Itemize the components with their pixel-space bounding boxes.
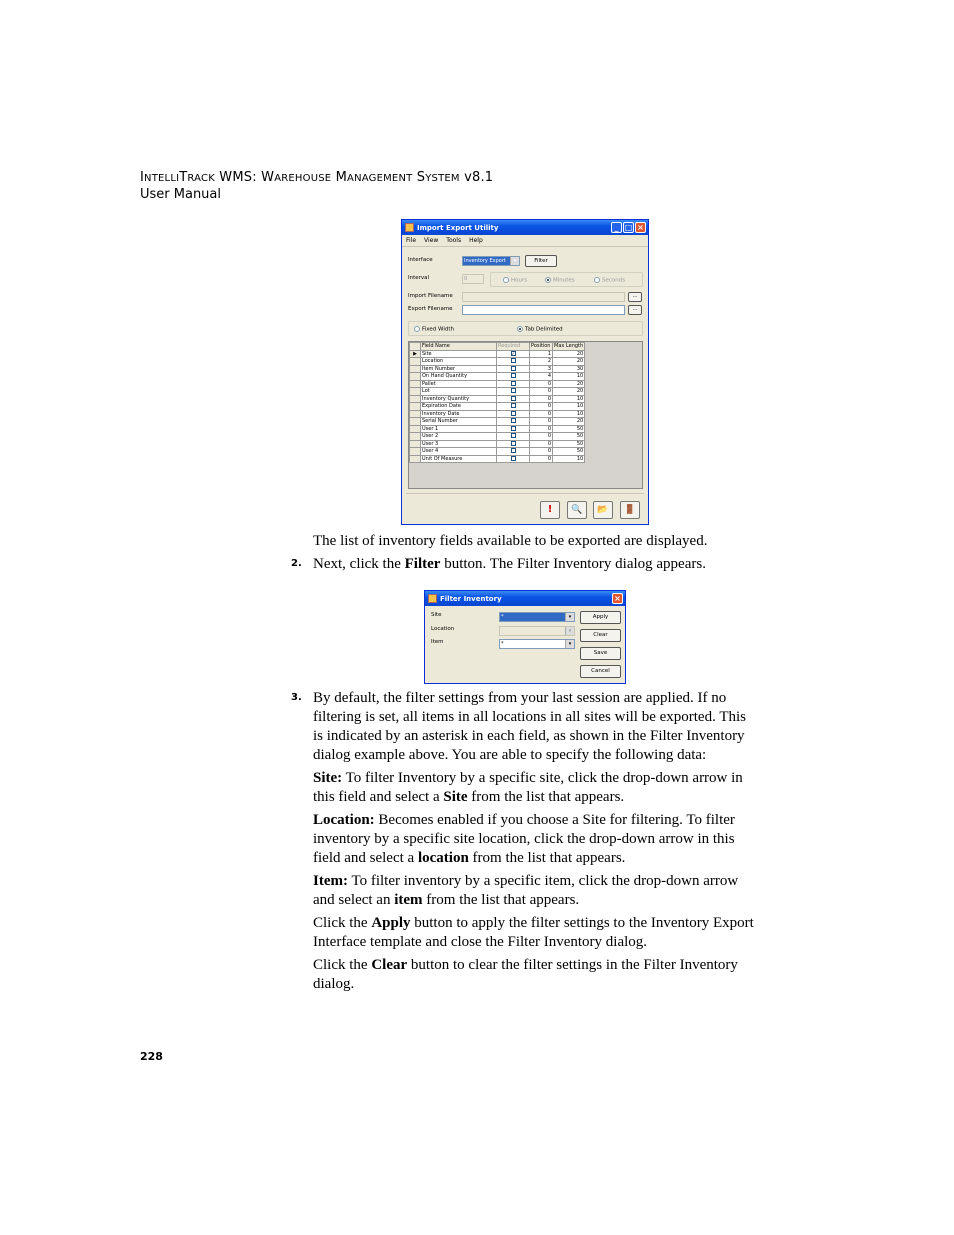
option-label: Hours <box>511 277 528 284</box>
required-cell[interactable] <box>497 373 530 381</box>
filter-inventory-window <box>424 590 626 684</box>
default-filter-text: By default, the filter settings from your last session are applied. If no filtering is set, all items in all locations in all sites will be exported. This is indicated by an asterisk in each field, as shown in the Filter Inventory dialog example above. You are able to specify the following data: <box>313 690 746 763</box>
required-cell[interactable] <box>497 440 530 448</box>
field-name-cell[interactable]: User 1 <box>421 425 497 433</box>
table-header-row <box>410 343 585 351</box>
location-description <box>313 811 758 868</box>
row-selector[interactable] <box>410 448 421 456</box>
run-icon[interactable]: ! <box>540 501 560 519</box>
window-title: Filter Inventory <box>440 594 502 603</box>
row-selector[interactable] <box>410 373 421 381</box>
text-run: from the list that appears. <box>468 850 626 866</box>
header-title <box>140 170 493 185</box>
max-length-cell[interactable]: 10 <box>553 403 585 411</box>
row-selector[interactable] <box>410 403 421 411</box>
required-checkbox[interactable] <box>511 456 516 461</box>
required-cell[interactable] <box>497 455 530 463</box>
position-cell[interactable]: 0 <box>530 418 553 426</box>
window-titlebar <box>402 220 648 235</box>
window-title: Import Export Utility <box>417 223 499 232</box>
required-checkbox[interactable] <box>511 366 516 371</box>
maximize-icon[interactable]: □ <box>624 223 633 232</box>
app-icon <box>405 223 414 232</box>
column-header[interactable]: Position <box>530 343 553 351</box>
row-selector[interactable] <box>410 418 421 426</box>
max-length-cell[interactable]: 50 <box>553 440 585 448</box>
site-label: Site <box>431 612 442 618</box>
required-cell[interactable] <box>497 418 530 426</box>
interface-value: Inventory Export <box>464 258 506 264</box>
menu-view[interactable]: View <box>424 237 439 244</box>
import-browse-button[interactable]: ... <box>628 292 642 302</box>
required-cell[interactable] <box>497 365 530 373</box>
max-length-cell[interactable]: 20 <box>553 380 585 388</box>
position-cell[interactable]: 0 <box>530 448 553 456</box>
bold-term: Filter <box>404 556 441 572</box>
export-browse-button[interactable]: ... <box>628 305 642 315</box>
chevron-down-icon[interactable]: ▾ <box>510 257 519 265</box>
required-cell[interactable] <box>497 380 530 388</box>
row-selector[interactable] <box>410 380 421 388</box>
open-folder-icon[interactable]: 📂 <box>593 501 613 519</box>
position-cell[interactable]: 0 <box>530 403 553 411</box>
position-cell[interactable]: 0 <box>530 425 553 433</box>
option-label: Fixed Width <box>422 326 454 333</box>
table-row[interactable] <box>410 350 585 358</box>
text-run: To filter Inventory by a specific site, click the drop-down arrow in this field and select a <box>313 770 743 805</box>
step-3 <box>313 689 758 998</box>
interval-option[interactable] <box>503 277 527 284</box>
position-cell[interactable]: 4 <box>530 373 553 381</box>
required-checkbox[interactable] <box>511 396 516 401</box>
max-length-cell[interactable]: 50 <box>553 433 585 441</box>
required-checkbox[interactable]: ✓ <box>511 350 515 356</box>
max-length-cell[interactable]: 50 <box>553 425 585 433</box>
required-checkbox[interactable] <box>511 448 516 453</box>
column-header[interactable]: Field Name <box>421 343 497 351</box>
format-group <box>408 321 643 336</box>
column-header[interactable]: Max Length <box>554 343 584 350</box>
field-name-cell[interactable]: User 4 <box>421 448 497 456</box>
bold-term: Clear <box>371 957 408 973</box>
row-selector[interactable] <box>410 388 421 396</box>
option-label: Seconds <box>602 277 626 284</box>
bold-term: item <box>394 892 423 908</box>
required-checkbox[interactable] <box>511 433 516 438</box>
table-row[interactable] <box>410 455 585 463</box>
export-filename-field[interactable] <box>462 305 625 315</box>
row-selector[interactable] <box>410 440 421 448</box>
max-length-cell[interactable]: 20 <box>553 388 585 396</box>
position-cell[interactable]: 2 <box>530 358 553 366</box>
field-name-cell[interactable]: Inventory Date <box>421 410 497 418</box>
header-part: I <box>140 170 145 185</box>
position-cell[interactable]: 0 <box>530 380 553 388</box>
current-row-arrow-icon[interactable]: ▶ <box>410 350 421 358</box>
row-selector[interactable] <box>410 358 421 366</box>
clear-button[interactable]: Clear <box>580 629 621 642</box>
text-run: Next, click the <box>313 556 405 572</box>
required-checkbox[interactable] <box>511 403 516 408</box>
position-cell[interactable]: 0 <box>530 410 553 418</box>
interface-combo[interactable] <box>462 256 520 266</box>
row-selector[interactable] <box>410 410 421 418</box>
apply-description <box>313 914 758 952</box>
position-cell[interactable]: 0 <box>530 395 553 403</box>
table-row[interactable] <box>410 358 585 366</box>
required-cell[interactable] <box>497 388 530 396</box>
required-checkbox[interactable] <box>511 441 516 446</box>
table-row[interactable] <box>410 403 585 411</box>
table-row[interactable] <box>410 448 585 456</box>
max-length-cell[interactable]: 20 <box>553 350 585 358</box>
required-checkbox[interactable] <box>511 381 516 386</box>
step-2 <box>313 555 758 578</box>
required-checkbox[interactable] <box>511 426 516 431</box>
chevron-down-icon[interactable]: ▾ <box>565 613 574 621</box>
position-cell[interactable]: 0 <box>530 433 553 441</box>
field-name-cell[interactable]: Expiration Date <box>421 403 497 411</box>
row-selector[interactable] <box>410 395 421 403</box>
interval-label: Interval <box>408 275 430 281</box>
column-header[interactable]: Required <box>497 343 530 351</box>
required-checkbox[interactable] <box>511 373 516 378</box>
header-part: RACK <box>187 173 215 184</box>
clear-description <box>313 956 758 994</box>
table-row[interactable] <box>410 388 585 396</box>
interval-group <box>490 272 643 287</box>
bold-term: Apply <box>371 915 411 931</box>
header-part: AREHOUSE <box>274 173 332 184</box>
required-checkbox[interactable] <box>511 388 516 393</box>
chevron-down-icon[interactable]: ▾ <box>565 627 574 635</box>
text-run: button. The Filter Inventory dialog appears. <box>440 556 706 572</box>
bold-term: Site <box>443 789 468 805</box>
option-label: Minutes <box>553 277 575 284</box>
field-name-cell[interactable]: Location <box>421 358 497 366</box>
table-row[interactable] <box>410 440 585 448</box>
radio-icon <box>517 326 523 332</box>
menu-help[interactable]: Help <box>469 237 483 244</box>
import-export-window <box>401 219 649 525</box>
field-name-cell[interactable]: Unit Of Measure <box>421 455 497 463</box>
field-name-cell[interactable]: Pallet <box>421 380 497 388</box>
required-checkbox[interactable] <box>511 358 516 363</box>
format-option[interactable] <box>517 326 563 333</box>
bold-term: location <box>417 850 469 866</box>
max-length-cell[interactable]: 20 <box>553 418 585 426</box>
field-name-cell[interactable]: Serial Number <box>421 418 497 426</box>
required-cell[interactable] <box>497 448 530 456</box>
minimize-icon[interactable]: _ <box>611 222 622 233</box>
field-name-cell[interactable]: Site <box>421 350 497 358</box>
interval-option[interactable] <box>594 277 625 284</box>
table-row[interactable] <box>410 410 585 418</box>
header-part: S <box>412 170 426 185</box>
field-name-cell[interactable]: Item Number <box>421 365 497 373</box>
import-filename-label: Import Filename <box>408 293 453 299</box>
interface-label: Interface <box>408 257 433 263</box>
max-length-cell[interactable]: 10 <box>553 395 585 403</box>
required-cell[interactable] <box>497 403 530 411</box>
bold-term: Item: <box>313 873 348 889</box>
radio-icon <box>503 277 509 283</box>
bold-term: Site: <box>313 770 343 786</box>
required-checkbox[interactable] <box>511 411 516 416</box>
step-number: 3. <box>291 692 302 703</box>
row-selector[interactable] <box>410 365 421 373</box>
format-option[interactable] <box>414 326 454 333</box>
text-run: To filter inventory by a specific item, click the drop-down arrow and select an <box>313 873 739 908</box>
page-number: 228 <box>140 1050 163 1063</box>
step-number: 2. <box>291 558 302 569</box>
row-selector[interactable] <box>410 455 421 463</box>
position-cell[interactable]: 1 <box>530 350 553 358</box>
row-selector-header <box>410 343 421 351</box>
chevron-down-icon[interactable]: ▾ <box>565 640 574 648</box>
row-selector[interactable] <box>410 433 421 441</box>
table-row[interactable] <box>410 373 585 381</box>
import-filename-field[interactable] <box>462 292 625 302</box>
field-name-cell[interactable]: User 3 <box>421 440 497 448</box>
field-name-cell[interactable]: Inventory Quantity <box>421 395 497 403</box>
item-label: Item <box>431 639 444 645</box>
required-cell[interactable] <box>497 395 530 403</box>
radio-icon <box>545 277 551 283</box>
header-part: WMS: W <box>214 170 275 185</box>
export-filename-label: Export Filename <box>408 306 453 312</box>
header-subtitle: User Manual <box>140 187 222 202</box>
site-description <box>313 769 758 807</box>
header-part: M <box>331 170 348 185</box>
paragraph <box>313 532 758 555</box>
required-cell[interactable] <box>497 350 530 358</box>
max-length-cell[interactable]: 10 <box>553 455 585 463</box>
menu-file[interactable]: File <box>406 237 417 244</box>
item-combo[interactable] <box>499 639 575 649</box>
menu-bar <box>402 235 648 247</box>
running-header <box>140 170 493 202</box>
filter-button[interactable]: Filter <box>525 255 557 267</box>
location-combo[interactable] <box>499 626 575 636</box>
text-run: from the list that appears. <box>422 892 580 908</box>
required-checkbox[interactable] <box>511 418 516 423</box>
position-cell[interactable]: 0 <box>530 440 553 448</box>
text-run: button to apply the filter settings to the Inventory Export Interface template and close the Filter Inventory dialog. <box>313 915 754 950</box>
table-row[interactable] <box>410 380 585 388</box>
save-button[interactable]: Save <box>580 647 621 660</box>
divider <box>406 493 644 494</box>
radio-icon <box>414 326 420 332</box>
interval-option[interactable] <box>545 277 575 284</box>
max-length-cell[interactable]: 20 <box>553 358 585 366</box>
option-label: Tab Delimited <box>525 326 563 333</box>
field-name-cell[interactable]: Lot <box>421 388 497 396</box>
position-cell[interactable]: 3 <box>530 365 553 373</box>
required-cell[interactable] <box>497 358 530 366</box>
header-part: YSTEM <box>425 173 460 184</box>
table-row[interactable] <box>410 395 585 403</box>
text-run: Click the <box>313 957 372 973</box>
max-length-cell[interactable]: 50 <box>553 448 585 456</box>
table-row[interactable] <box>410 365 585 373</box>
cancel-button[interactable]: Cancel <box>580 665 621 678</box>
location-label: Location <box>431 626 455 632</box>
fields-displayed-text: The list of inventory fields available to be exported are displayed. <box>313 533 708 549</box>
position-cell[interactable]: 0 <box>530 388 553 396</box>
item-description <box>313 872 758 910</box>
close-icon[interactable]: × <box>635 222 646 233</box>
field-grid <box>408 341 643 489</box>
interval-field[interactable]: 0 <box>462 274 484 284</box>
table-row[interactable] <box>410 418 585 426</box>
header-part: v8.1 <box>459 170 494 185</box>
text-run: Click the <box>313 915 372 931</box>
table-row[interactable] <box>410 433 585 441</box>
field-name-cell[interactable]: On Hand Quantity <box>421 373 497 381</box>
close-icon[interactable]: × <box>612 593 623 604</box>
header-part: T <box>179 170 188 185</box>
required-cell[interactable] <box>497 425 530 433</box>
window-titlebar <box>425 591 625 606</box>
header-part: NTELLI <box>144 173 180 184</box>
site-value: * <box>501 614 504 620</box>
bold-term: Location: <box>313 812 375 828</box>
text-run: button to clear the filter settings in the Filter Inventory dialog. <box>313 957 738 992</box>
max-length-cell[interactable]: 10 <box>553 373 585 381</box>
preview-icon[interactable]: 🔍 <box>567 501 587 519</box>
exit-icon[interactable]: 🚪 <box>620 501 640 519</box>
item-value: * <box>501 641 504 647</box>
menu-tools[interactable]: Tools <box>446 237 462 244</box>
site-combo[interactable] <box>499 612 575 622</box>
field-name-cell[interactable]: User 2 <box>421 433 497 441</box>
apply-button[interactable]: Apply <box>580 611 621 624</box>
max-length-cell[interactable]: 10 <box>553 410 585 418</box>
text-run: from the list that appears. <box>467 789 625 805</box>
field-table <box>409 342 585 463</box>
radio-icon <box>594 277 600 283</box>
required-cell[interactable] <box>497 433 530 441</box>
app-icon <box>428 594 437 603</box>
position-cell[interactable]: 0 <box>530 455 553 463</box>
max-length-cell[interactable]: 30 <box>553 365 585 373</box>
table-row[interactable] <box>410 425 585 433</box>
header-part: ANAGEMENT <box>347 173 413 184</box>
row-selector[interactable] <box>410 425 421 433</box>
required-cell[interactable] <box>497 410 530 418</box>
text-run: Becomes enabled if you choose a Site for filtering. To filter inventory by a specific site location, click the drop-down arrow in this field and select a <box>313 812 735 866</box>
